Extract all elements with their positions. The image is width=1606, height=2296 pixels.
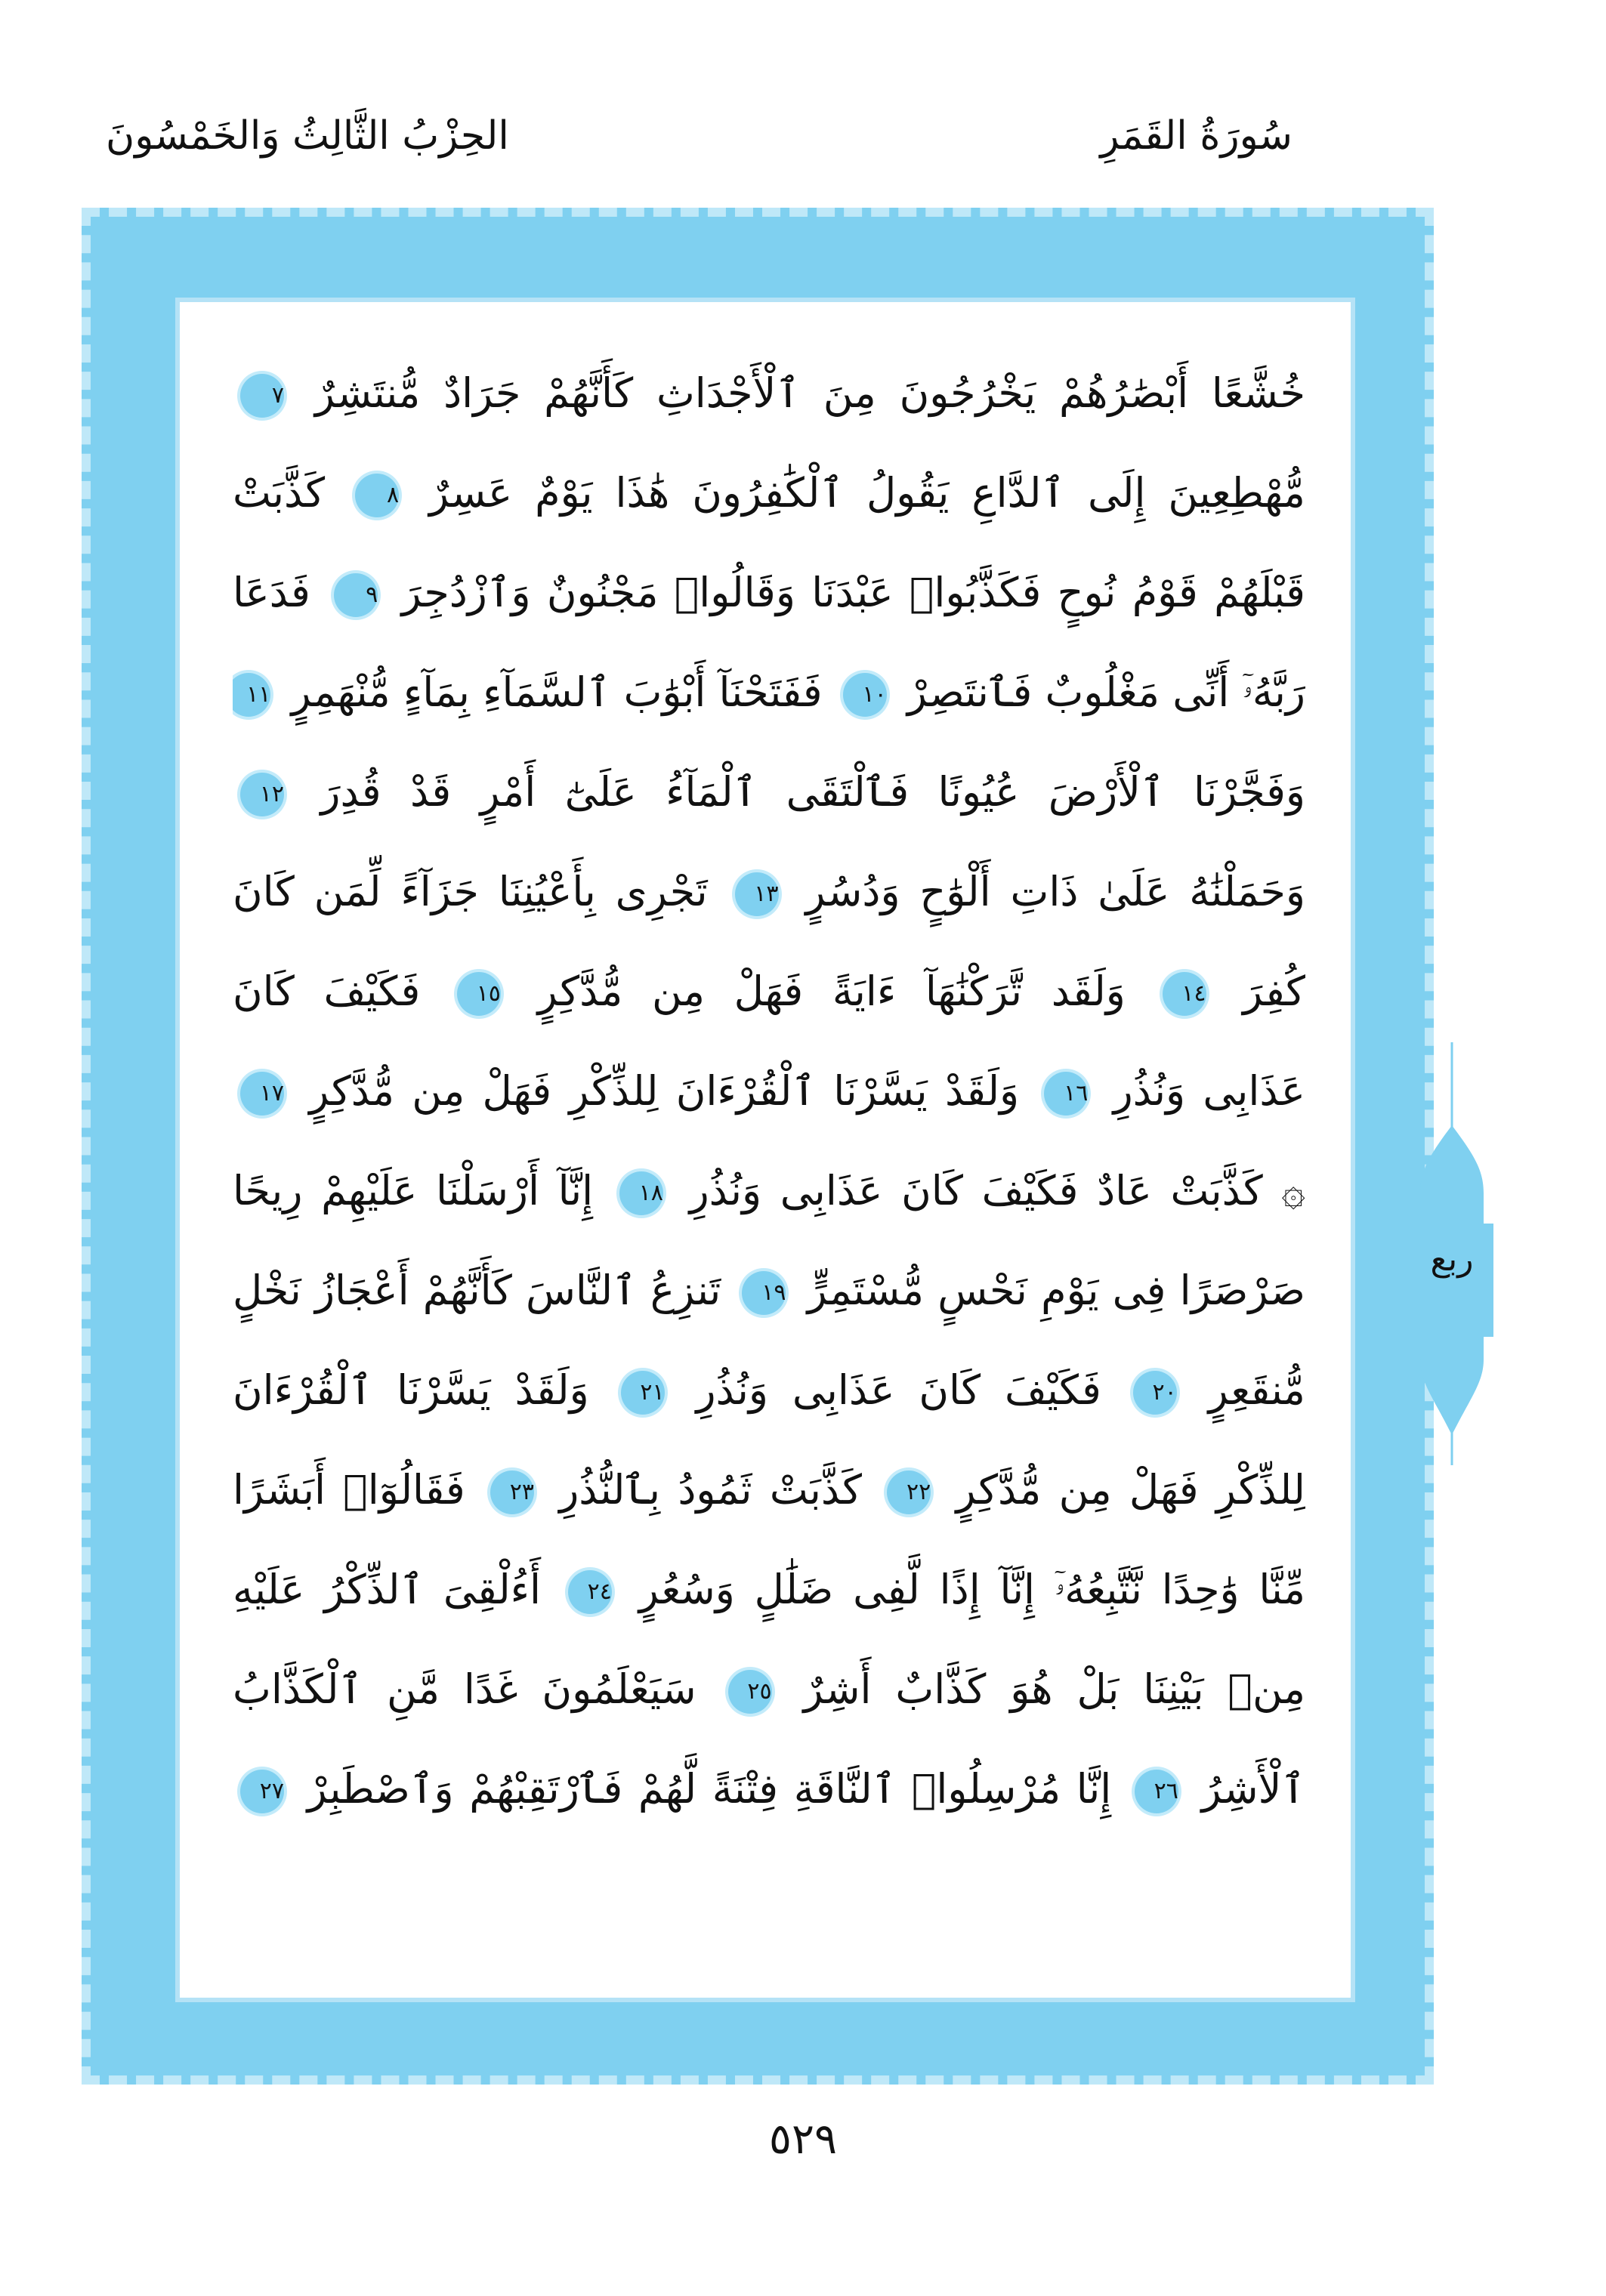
verse-text: وَحَمَلْنَٰهُ عَلَىٰ ذَاتِ أَلْوَٰحٍ وَدُسُرٍ — [805, 868, 1305, 915]
ayah-number-badge: ٢٦ — [1135, 1770, 1178, 1813]
verse-line — [233, 842, 1305, 942]
verse-line — [233, 443, 1305, 543]
verse-text: سَيَعْلَمُونَ غَدًا مَّنِ ٱلْكَذَّابُ — [233, 1665, 696, 1713]
verse-line — [233, 1241, 1305, 1341]
page-frame — [82, 208, 1434, 2085]
verse-line — [233, 742, 1305, 842]
verse-text: مُّنقَعِرٍ — [1208, 1366, 1305, 1414]
ayah-number-badge: ٢٢ — [887, 1470, 931, 1514]
verse-text: فَكَيْفَ كَانَ — [233, 967, 421, 1015]
text-area — [180, 302, 1351, 1998]
ayah-number-badge: ١٣ — [735, 872, 779, 916]
verse-text: كَذَّبَتْ ثَمُودُ بِٱلنُّذُرِ — [559, 1466, 862, 1514]
verse-line — [233, 1042, 1305, 1141]
rub-marker — [1399, 1042, 1505, 1465]
verse-text: كَذَّبَتْ — [233, 469, 326, 517]
hizb-name: الحِزْبُ الثَّالِثُ وَالخَمْسُونَ — [106, 113, 509, 159]
verse-line — [233, 1141, 1305, 1241]
verse-text: مُّهْطِعِينَ إِلَى ٱلدَّاعِ يَقُولُ ٱلْكَٰفِرُونَ هَٰذَا يَوْمٌ عَسِرٌ — [429, 469, 1305, 517]
verse-line — [233, 1341, 1305, 1440]
verse-text: عَذَابِى وَنُذُرِ — [1113, 1067, 1305, 1115]
verse-text: مِّنَّا وَٰحِدًا نَّتَّبِعُهُۥٓ إِنَّآ إِذًا لَّفِى ضَلَٰلٍ وَسُعُرٍ — [638, 1566, 1305, 1613]
verse-text: تَنزِعُ ٱلنَّاسَ كَأَنَّهُمْ أَعْجَازُ نَخْلٍ — [233, 1267, 721, 1314]
verse-line — [233, 643, 1305, 742]
ayah-number-badge: ١٩ — [742, 1271, 786, 1315]
ayah-number-badge: ٨ — [355, 474, 399, 517]
verse-text: إِنَّآ أَرْسَلْنَا عَلَيْهِمْ رِيحًا — [233, 1167, 594, 1214]
verse-text: رَبَّهُۥٓ أَنِّى مَغْلُوبٌ فَٱنتَصِرْ — [906, 668, 1305, 716]
verse-text: قَبْلَهُمْ قَوْمُ نُوحٍ فَكَذَّبُوا۟ عَبْدَنَا وَقَالُوا۟ مَجْنُونٌ وَٱزْدُجِرَ — [401, 569, 1305, 616]
verse-text: تَجْرِى بِأَعْيُنِنَا جَزَآءً لِّمَن كَانَ — [233, 868, 708, 915]
ayah-number-badge: ١٥ — [457, 972, 501, 1016]
verse-text: إِنَّا مُرْسِلُوا۟ ٱلنَّاقَةِ فِتْنَةً لَّهُمْ فَٱرْتَقِبْهُمْ وَٱصْطَبِرْ — [307, 1765, 1112, 1813]
ayah-number-badge: ١٨ — [619, 1171, 663, 1215]
verse-line — [233, 344, 1305, 443]
verse-line — [233, 1739, 1305, 1839]
ayah-number-badge: ٢٥ — [728, 1670, 772, 1714]
verse-line — [233, 942, 1305, 1042]
ayah-number-badge: ١٢ — [240, 773, 284, 816]
ayah-number-badge: ١٦ — [1044, 1072, 1088, 1116]
verse-line — [233, 1440, 1305, 1540]
page-number: ٥٢٩ — [768, 2115, 838, 2164]
verse-text: كُفِرَ — [1243, 967, 1305, 1015]
verse-text: فَقَالُوٓا۟ أَبَشَرًا — [233, 1466, 465, 1514]
verse-text: ۞ كَذَّبَتْ عَادٌ فَكَيْفَ كَانَ عَذَابِى وَنُذُرِ — [689, 1167, 1305, 1214]
verse-lines — [233, 344, 1305, 1839]
verse-line — [233, 543, 1305, 643]
ayah-number-badge: ٢٠ — [1133, 1371, 1177, 1415]
ayah-number-badge: ٩ — [334, 573, 378, 617]
ayah-number-badge: ٢٧ — [240, 1770, 284, 1813]
verse-text: ٱلْأَشِرُ — [1201, 1765, 1305, 1813]
ayah-number-badge: ١٤ — [1163, 972, 1206, 1016]
ayah-number-badge: ١١ — [233, 673, 270, 717]
verse-text: فَكَيْفَ كَانَ عَذَابِى وَنُذُرِ — [696, 1366, 1101, 1414]
verse-text: وَلَقَدْ يَسَّرْنَا ٱلْقُرْءَانَ لِلذِّكْرِ فَهَلْ مِن مُّدَّكِرٍ — [309, 1067, 1020, 1115]
verse-text: وَفَجَّرْنَا ٱلْأَرْضَ عُيُونًا فَٱلْتَقَى ٱلْمَآءُ عَلَىٰٓ أَمْرٍ قَدْ قُدِرَ — [320, 768, 1305, 816]
verse-text: فَفَتَحْنَآ أَبْوَٰبَ ٱلسَّمَآءِ بِمَآءٍ مُّنْهَمِرٍ — [291, 668, 823, 716]
verse-text: مِنۢ بَيْنِنَا بَلْ هُوَ كَذَّابٌ أَشِرٌ — [803, 1665, 1305, 1713]
verse-text: لِلذِّكْرِ فَهَلْ مِن مُّدَّكِرٍ — [956, 1466, 1305, 1514]
verse-text: أَءُلْقِىَ ٱلذِّكْرُ عَلَيْهِ — [233, 1566, 542, 1613]
ayah-number-badge: ٢٣ — [490, 1470, 534, 1514]
verse-line — [233, 1540, 1305, 1640]
surah-name: سُورَةُ القَمَرِ — [1100, 113, 1293, 159]
verse-text: خُشَّعًا أَبْصَٰرُهُمْ يَخْرُجُونَ مِنَ ٱلْأَجْدَاثِ كَأَنَّهُمْ جَرَادٌ مُّنتَشِرٌ — [314, 369, 1305, 417]
ayah-number-badge: ٢١ — [621, 1371, 665, 1415]
rub-label: ربع — [1430, 1240, 1474, 1279]
ayah-number-badge: ١٠ — [843, 673, 887, 717]
verse-text: وَلَقَد تَّرَكْنَٰهَآ ءَايَةً فَهَلْ مِن مُّدَّكِرٍ — [537, 967, 1126, 1015]
ayah-number-badge: ١٧ — [240, 1072, 284, 1116]
ayah-number-badge: ٧ — [240, 374, 284, 418]
verse-text: فَدَعَا — [233, 569, 310, 616]
verse-text: صَرْصَرًا فِى يَوْمِ نَحْسٍ مُّسْتَمِرٍّ — [807, 1267, 1305, 1314]
verse-line — [233, 1640, 1305, 1739]
verse-text: وَلَقَدْ يَسَّرْنَا ٱلْقُرْءَانَ — [233, 1366, 589, 1414]
ayah-number-badge: ٢٤ — [568, 1570, 612, 1614]
